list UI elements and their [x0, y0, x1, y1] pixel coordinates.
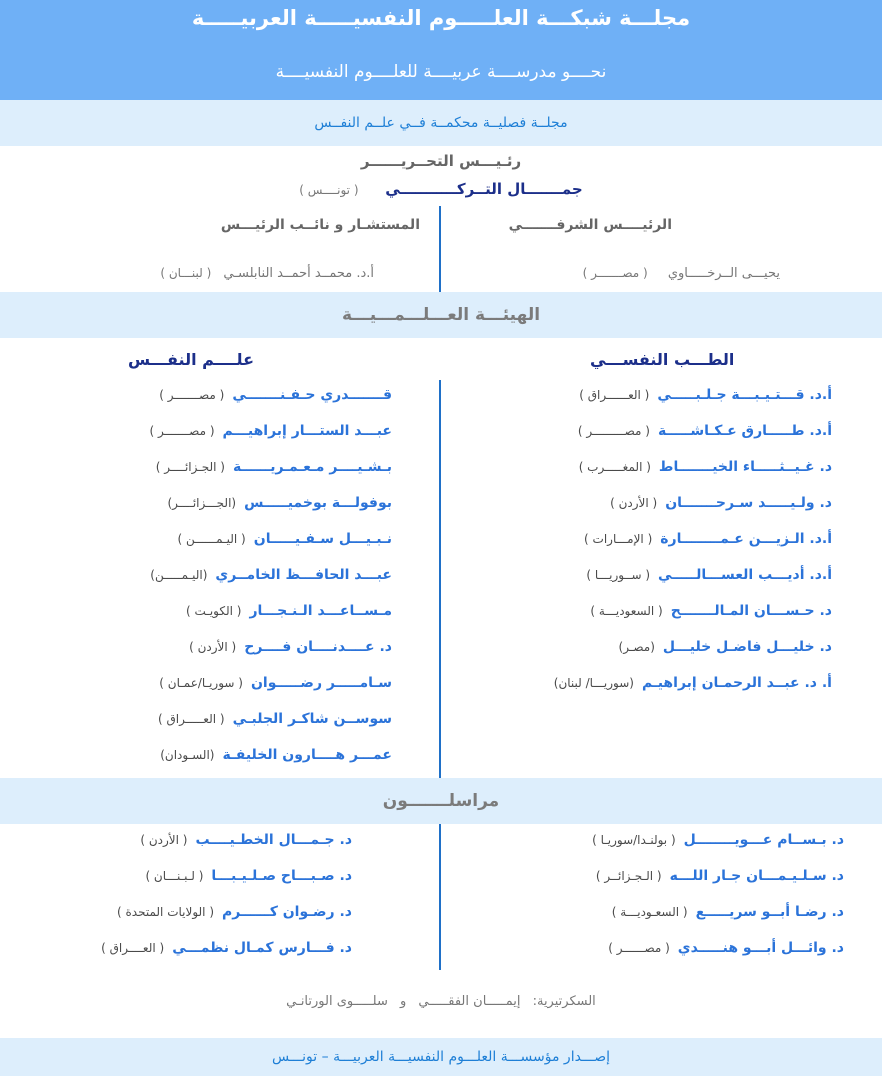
list-item: د. خليـــل فاضـل خليـــل(مصـر) [618, 639, 832, 655]
list-item: د. جـمـــال الخطـيــــب( الأردن ) [140, 832, 352, 848]
psychiatry-heading: الطـــب النفســـي [590, 350, 735, 369]
list-item: بوفولـــة بوخميـــــس(الجـــزائــــر) [167, 495, 392, 511]
list-item: د. عــــدنــــان فــــرح( الأردن ) [189, 639, 392, 655]
psychology-heading: علــــم النفـــس [128, 350, 255, 369]
secretary-conjunction: و [399, 994, 407, 1009]
editor-in-chief-country: ( تونــــس ) [299, 183, 359, 197]
list-item: عمـــر هــــارون الخليفـة(السـودان) [160, 747, 392, 763]
tagline: مجلــة فصليــة محكمــة فــي علــم النفــس [0, 100, 882, 146]
correspondents-right-list [592, 831, 844, 975]
list-item: أ.د. أديـــب العســـالـــــي( ســوريـــا ) [586, 567, 832, 583]
secretary-row [0, 994, 882, 1009]
divider-vertical [439, 206, 441, 292]
list-item: د. غـيــثـــــاء الخيـــــــاط( المغـــــرب ) [578, 459, 832, 475]
list-item: قـــــــدري حـفـنـــــــي( مصـــــــر ) [159, 387, 392, 403]
editor-in-chief-label: رئـيـــس التحــريــــــر [360, 152, 522, 170]
list-item: بـشـيــــر مـعـمـريــــــة( الجـزائــــر ) [155, 459, 392, 475]
list-item: عبـــد الحافـــظ الخامــري(اليـمـــــن) [150, 567, 392, 583]
advisor-row [160, 266, 374, 281]
list-item: أ.د. طـــــارق عـكـاشـــــة( مصـــــــــر ) [577, 423, 832, 439]
list-item: مـســاعـــد الـنـجـــار( الكويـت ) [186, 603, 392, 619]
secretary-label: السكرتيرية: [532, 994, 596, 1009]
psychology-list [149, 386, 392, 782]
list-item: د. فـــارس كمـال نظمـــي( العــــراق ) [101, 940, 352, 956]
editor-in-chief-row [0, 180, 882, 198]
list-item: د. بـســام عـــويــــــــل( بولنـدا/سوريـا ) [592, 832, 844, 848]
list-item: د. وائـــل أبـــو هنـــــدي( مصــــــر ) [608, 940, 844, 956]
advisor-country: ( لبنـــان ) [160, 266, 212, 280]
correspondents-divider [439, 824, 441, 970]
secretary-name-1: إيمـــــان الفقـــــي [418, 994, 521, 1009]
honorary-row [583, 266, 780, 281]
list-item: د. رضـا أبــو سريـــــع( السعـوديـــة ) [611, 904, 844, 920]
list-item: سـامـــــر رضـــــوان( سوريـا/عمـان ) [159, 675, 392, 691]
secretary-name-2: سلـــــوى الورتانـي [286, 994, 388, 1009]
journal-subtitle: نحــــو مدرســــة عربيــــة للعلــــوم النفسيــــة [275, 62, 607, 82]
list-item: عبـــد الستـــار إبراهيـــم( مصـــــــر ) [149, 423, 392, 439]
honorary-country: ( مصـــــــر ) [582, 266, 648, 280]
list-item: د. حـســـان المـالـــــــح( السعوديـــة ) [590, 603, 832, 619]
honorary-name: يحيـــى الــرخـــــاوي [667, 266, 780, 281]
list-item: أ.د. قـــتـيـبـــة جـلـبـــــي( العــــــراق ) [579, 387, 832, 403]
list-item: د. سـلـيـمـــان جـار اللـــه( الـجـزائــر ) [595, 868, 844, 884]
header-banner [0, 0, 882, 100]
list-item: نـبـيـــل سـفـيـــــان( اليـمــــــن ) [177, 531, 392, 547]
footer-publisher: إصـــدار مؤسســـة العلـــوم النفسيـــة العربيـــة – تونـــس [0, 1038, 882, 1076]
honorary-label: الرئيــــس الشرفـــــــي [508, 217, 672, 233]
list-item: د. رضـوان كــــــرم( الولايات المتحدة ) [117, 904, 352, 920]
list-item: أ. د. عبــد الرحمـان إبراهيـم(سوريـــا/ لبنان) [553, 675, 832, 691]
list-item: أ.د. الـزيـــن عـمــــــــارة( الإمـــارات ) [584, 531, 832, 547]
editor-in-chief-name: جمـــــــال التــركـــــــــــي [385, 180, 583, 198]
correspondents-title: مراسلـــــــون [0, 778, 882, 824]
correspondents-left-list [101, 831, 352, 975]
journal-title: مجلـــة شبكـــة العلـــــوم النفسيـــــة العربيـــــة [191, 6, 691, 30]
psychiatry-list [554, 386, 832, 710]
advisor-name: أ.د. محمــد أحمــد النابلسـي [223, 266, 374, 281]
board-divider [439, 380, 441, 778]
list-item: سوســن شاكـر الجلبـي( العـــــراق ) [157, 711, 392, 727]
list-item: د. ولـيـــــد سـرحـــــــان( الأردن ) [610, 495, 832, 511]
advisor-label: المستشـار و نائــب الرئيـــس [220, 217, 420, 233]
list-item: د. صـبـــاح صـلـيـبـــا( لـبـنـــان ) [145, 868, 352, 884]
board-title: الهيئـــة العـــلـــمـــيـــة [0, 292, 882, 338]
